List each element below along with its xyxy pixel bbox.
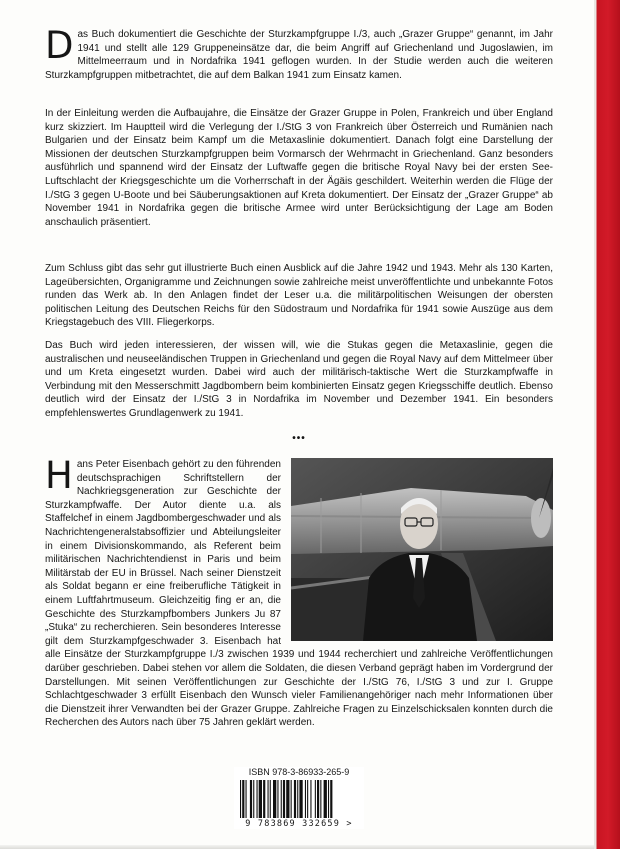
author-bio bbox=[45, 454, 553, 730]
intro-paragraph bbox=[45, 24, 553, 82]
author-name: ans Peter Eisenbach bbox=[76, 459, 170, 470]
bio-text: gehört zu den führenden deutschsprachigen Schriftstellern der Nachkriegsgeneration zur Geschichte der Sturzkampfwaffe. Der Autor diente u.a. als Staffelchef in einem Jagdbombergeschwader und als Nachrichtengeneralstabsoffizier und Abteilungsleiter in einem Divisionskommando, als Referent beim militärischen Nachrichtendienst in Paris und beim Militärstab der EU in Brüssel. Nach seiner Dienstzeit als Soldat begann er eine freiberufliche Tätigkeit in einem Luftfahrtmuseum. Gleichzeitig fing er an, die Geschichte des Sturzkampfbombers Junkers Ju 87 „Stuka“ zu recherchieren. Sein besonderes Interesse gilt dem Sturzkampfgeschwader 3. Eisenbach hat alle Einsätze der Sturzkampfgruppe I./3 zwischen 1939 und 1944 recherchiert und zahlreiche Veröffentlichungen darüber geschrieben. Dabei stehen vor allem die Soldaten, die diesen Verband geprägt haben im Vordergrund der Darstellungen. Mit seinen Veröffentlichungen zur Geschichte der I./StG 76, I./StG 3 und zur I. Gruppe Schlachtgeschwader 3 erfüllt Eisenbach den Wunsch vieler Familienangehöriger nach mehr Informationen über die Dienstzeit ihrer Verwandten bei der Grazer Gruppe. Zahlreiche Fragen zu Einzelschicksalen konnten durch die Recherchen des Autors nach über 75 Jahren geklärt werden. bbox=[45, 459, 553, 729]
content-paragraph: In der Einleitung werden die Aufbaujahre, die Einsätze der Grazer Gruppe in Polen, Frankreich und über England kurz skizziert. Im Hauptteil wird die Verlegung der I./StG 3 von Frankreich über Österreich und Rumänien nach Bulgarien und der Einsatz beim Kampf um die Metaxaslinie dokumentiert. Danach folgt eine Darstellung der Missionen der deutschen Sturzkampfgruppen beim Vormarsch der Wehrmacht in Griechenland. Ganz besonders ausführlich und spannend wird der Einsatz der Luftwaffe gegen die britische Royal Navy bei der ersten See-Luftschlacht der Kriegsgeschichte um die Vorherrschaft in der Ägäis geschildert. Weiterhin werden die Flüge der I./StG 3 gegen U-Boote und bei Säuberungsaktionen auf Kreta dokumentiert. Der Einsatz der „Grazer Gruppe“ ab November 1941 in Nordafrika gegen die britische Armee wird unter Berücksichtigung der Lage am Boden anschaulich präsentiert. bbox=[45, 108, 553, 228]
barcode-digits: 9 783869 332659 > bbox=[245, 819, 353, 829]
isbn-label: ISBN 978-3-86933-265-9 bbox=[248, 767, 350, 777]
isbn-barcode bbox=[234, 767, 364, 829]
drop-cap: H bbox=[45, 454, 73, 497]
outlook-paragraph: Zum Schluss gibt das sehr gut illustrierte Buch einen Ausblick auf die Jahre 1942 und 1943. Mehr als 130 Karten, Lageübersichten, Organigramme und Zeichnungen sowie zahlreiche meist unveröffentlichte und unbekannte Fotos runden das Werk ab. In den Anlagen findet der Leser u.a. die militärpolitischen Weisungen der obersten politischen Leitung des Deutschen Reichs für den Südostraum und Nordafrika für 1941 sowie Auszüge aus dem Kriegstagebuch des VIII. Fliegerkorps. bbox=[45, 263, 553, 329]
bottom-edge bbox=[0, 845, 594, 849]
drop-cap: D bbox=[45, 24, 74, 67]
intro-text: as Buch dokumentiert die Geschichte der Sturzkampfgruppe I./3, auch „Grazer Gruppe“ genannt, im Jahr 1941 und stellt alle 129 Gruppeneinsätze dar, die beim Angriff auf Griechenland und Jugoslawien, im Mittelmeerraum und in Nordafrika 1941 geflogen wurden. In der Studie werden auch die weiteren Sturzkampfgruppen mitbetrachtet, die auf dem Balkan 1941 zum Einsatz kamen. bbox=[45, 29, 553, 81]
audience-paragraph: Das Buch wird jeden interessieren, der wissen will, wie die Stukas gegen die Metaxaslinie, gegen die australischen und neuseeländischen Truppen in Griechenland und gegen die Royal Navy auf dem Mittelmeer über und um Kreta eingesetzt wurden. Dabei wird auch der militärisch-taktische Wert die Sturzkampfwaffe in Verbindung mit den Messerschmitt Jagdbombern beim kombinierten Einsatz gegen Kriegsschiffe deutlich. Ebenso deutlich wird der Einsatz der I./StG 3 in Nordafrika im November und Dezember 1941. Ein besonders empfehlenswertes Grundlagenwerk zu 1941. bbox=[45, 340, 553, 419]
author-photo bbox=[291, 458, 553, 641]
section-separator: ••• bbox=[292, 433, 306, 444]
barcode-bars bbox=[238, 780, 360, 820]
book-spine bbox=[594, 0, 620, 849]
